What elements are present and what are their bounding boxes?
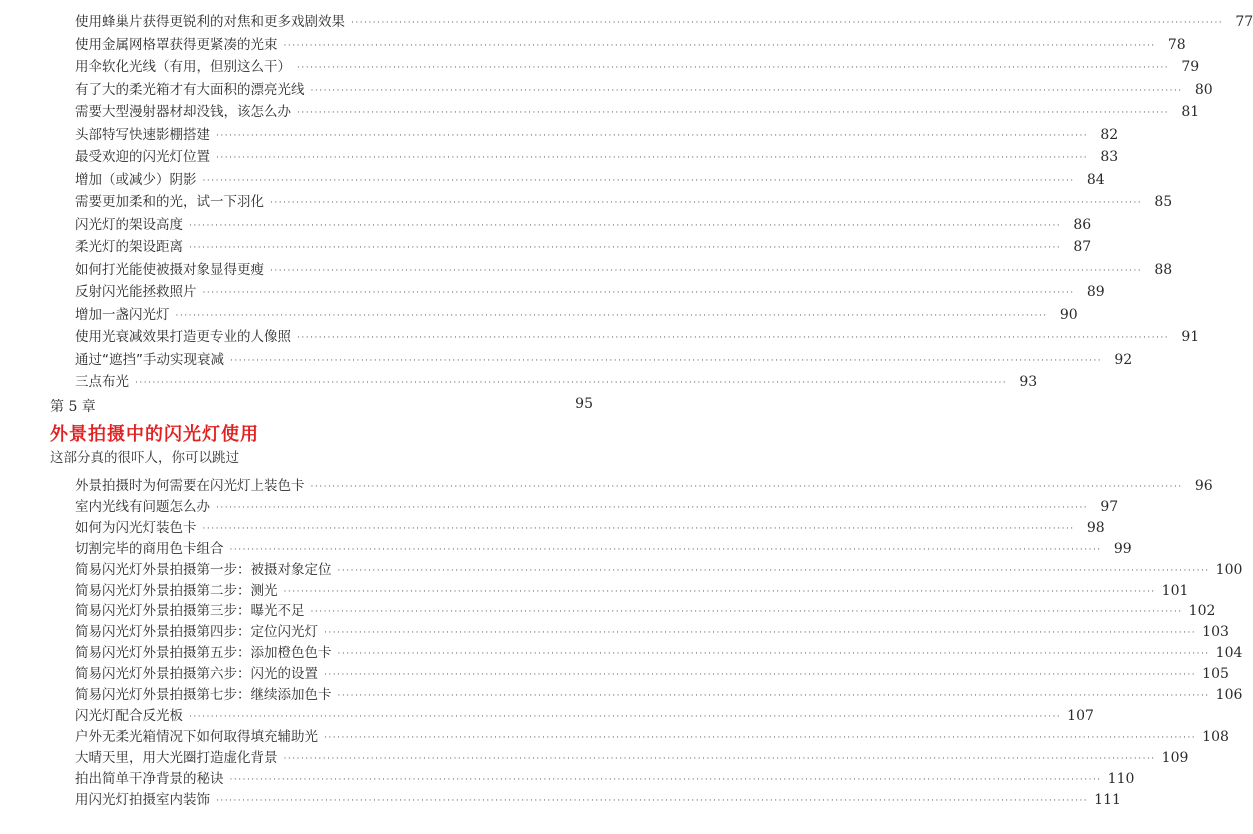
toc-entry-page-number: 77: [1235, 14, 1253, 30]
dot-leader: ········································································································································································································: [175, 310, 1048, 321]
dot-leader: ········································································································································································································: [337, 691, 1210, 701]
toc-entry-title: 外景拍摄时为何需要在闪光灯上装色卡: [75, 478, 305, 494]
toc-entry-title: 增加（或减少）阴影: [75, 171, 197, 188]
toc-entry-title: 需要更加柔和的光，试一下羽化: [75, 194, 264, 210]
dot-leader: ········································································································································································································: [337, 649, 1210, 660]
toc-entry-title: 用闪光灯拍摄室内装饰: [75, 791, 210, 808]
toc-entry-page-number: 97: [1100, 498, 1119, 515]
dot-leader: ········································································································································································································: [324, 670, 1197, 681]
toc-entry-title: 柔光灯的架设距离: [75, 239, 183, 255]
toc-entry: [75, 282, 1105, 302]
toc-entry: [75, 748, 1189, 768]
chapter-title: 外景拍摄中的闪光灯使用: [50, 424, 259, 445]
toc-entry-page-number: 104: [1215, 645, 1243, 662]
dot-leader: ········································································································································································································: [283, 753, 1156, 764]
dot-leader: ········································································································································································································: [216, 795, 1089, 806]
dot-leader: ········································································································································································································: [189, 711, 1062, 722]
dot-leader: ········································································································································································································: [216, 153, 1089, 163]
toc-entry-title: 如何打光能使被摄对象显得更瘦: [75, 261, 264, 278]
toc-entry-title: 户外无柔光箱情况下如何取得填充辅助光: [75, 728, 318, 745]
toc-entry-title: 使用光衰减效果打造更专业的人像照: [75, 329, 291, 345]
dot-leader: ········································································································································································································: [283, 586, 1156, 597]
toc-entry: [75, 237, 1092, 257]
toc-entry-page-number: 100: [1215, 561, 1243, 578]
toc-entry: [75, 622, 1229, 642]
toc-entry-title: 使用蜂巢片获得更锐利的对焦和更多戏剧效果: [75, 14, 345, 30]
toc-entry: [75, 685, 1243, 705]
toc-entry-title: 用伞软化光线（有用，但别这么干）: [75, 59, 291, 75]
toc-entry-page-number: 108: [1202, 728, 1229, 745]
toc-entry-title: 闪光灯的架设高度: [75, 216, 183, 233]
toc-entry-page-number: 78: [1167, 36, 1186, 53]
toc-entry: [75, 102, 1200, 122]
toc-entry-page-number: 107: [1067, 707, 1094, 724]
toc-entry-title: 增加一盏闪光灯: [75, 306, 170, 323]
dot-leader: ········································································································································································································: [230, 355, 1103, 366]
toc-entry-page-number: 79: [1181, 59, 1200, 75]
dot-leader: ········································································································································································································: [229, 774, 1102, 785]
dot-leader: ········································································································································································································: [270, 265, 1143, 276]
toc-entry-page-number: 106: [1215, 687, 1243, 703]
dot-leader: ········································································································································································································: [202, 175, 1075, 186]
toc-entry-title: 简易闪光灯外景拍摄第三步：曝光不足: [75, 603, 305, 620]
toc-entry: [75, 215, 1092, 235]
toc-entry-title: 简易闪光灯外景拍摄第四步：定位闪光灯: [75, 624, 318, 641]
toc-entry-page-number: 96: [1194, 478, 1213, 494]
toc-entry-page-number: 102: [1188, 603, 1216, 620]
dot-leader: ········································································································································································································: [324, 732, 1197, 743]
toc-entry: [75, 790, 1121, 810]
dot-leader: ········································································································································································································: [216, 502, 1089, 513]
toc-entry-page-number: 81: [1181, 104, 1200, 120]
toc-entry: [75, 305, 1078, 325]
toc-entry: [75, 350, 1133, 370]
toc-entry-page-number: 99: [1113, 540, 1132, 557]
toc-entry-title: 简易闪光灯外景拍摄第二步：测光: [75, 582, 278, 599]
toc-entry-title: 使用金属网格罩获得更紧凑的光束: [75, 36, 278, 53]
dot-leader: ········································································································································································································: [297, 63, 1170, 73]
toc-entry: [75, 147, 1119, 167]
toc-entry: [75, 12, 1253, 32]
chapter-label: 第 5 章: [50, 399, 96, 415]
toc-entry: [75, 664, 1229, 684]
toc-entry: [75, 727, 1229, 747]
dot-leader: ········································································································································································································: [297, 333, 1170, 343]
chapter-subtitle: 这部分真的很吓人，你可以跳过: [50, 450, 239, 466]
dot-leader: ········································································································································································································: [135, 378, 1008, 388]
dot-leader: ········································································································································································································: [229, 544, 1102, 555]
toc-entry-title: 三点布光: [75, 374, 129, 390]
toc-entry-page-number: 83: [1100, 149, 1119, 165]
toc-entry: [75, 518, 1105, 538]
dot-leader: ········································································································································································································: [310, 607, 1183, 618]
dot-leader: ········································································································································································································: [324, 628, 1197, 639]
toc-entry-page-number: 82: [1100, 126, 1119, 143]
toc-entry-title: 闪光灯配合反光板: [75, 707, 183, 724]
toc-entry: [75, 372, 1038, 392]
toc-entry: [75, 80, 1213, 100]
toc-entry: [75, 125, 1119, 145]
toc-entry: [75, 260, 1173, 280]
toc-entry-page-number: 91: [1181, 329, 1200, 345]
toc-entry-title: 大晴天里，用大光圈打造虚化背景: [75, 749, 278, 766]
toc-entry: [75, 327, 1200, 347]
toc-entry-page-number: 85: [1154, 194, 1173, 210]
toc-entry-title: 拍出简单干净背景的秘诀: [75, 770, 224, 787]
dot-leader: ········································································································································································································: [337, 565, 1210, 576]
toc-entry: [75, 192, 1173, 212]
dot-leader: ········································································································································································································: [202, 288, 1075, 298]
dot-leader: ········································································································································································································: [189, 243, 1062, 253]
toc-entry-page-number: 84: [1086, 171, 1105, 188]
dot-leader: ········································································································································································································: [297, 108, 1170, 118]
toc-entry-page-number: 92: [1114, 351, 1133, 368]
toc-entry: [75, 560, 1243, 580]
dot-leader: ········································································································································································································: [189, 220, 1062, 231]
toc-entry-page-number: 86: [1073, 216, 1092, 233]
toc-entry: [75, 601, 1216, 621]
toc-entry-title: 最受欢迎的闪光灯位置: [75, 149, 210, 165]
toc-entry-title: 反射闪光能拯救照片: [75, 284, 197, 300]
toc-entry: [75, 539, 1132, 559]
toc-entry: [75, 476, 1213, 496]
toc-entry-page-number: 103: [1202, 624, 1229, 641]
toc-entry: [75, 581, 1189, 601]
toc-entry: [75, 643, 1243, 663]
toc-entry-page-number: 105: [1202, 666, 1229, 683]
toc-entry-page-number: 90: [1059, 306, 1078, 323]
toc-entry: [75, 35, 1186, 55]
toc-entry-page-number: 88: [1154, 261, 1173, 278]
toc-entry-title: 如何为闪光灯装色卡: [75, 519, 197, 536]
dot-leader: ········································································································································································································: [216, 130, 1089, 141]
dot-leader: ········································································································································································································: [202, 523, 1075, 534]
toc-entry-page-number: 109: [1161, 749, 1189, 766]
toc-entry-page-number: 80: [1194, 81, 1213, 98]
toc-entry-title: 简易闪光灯外景拍摄第一步：被摄对象定位: [75, 561, 332, 578]
toc-entry-title: 切割完毕的商用色卡组合: [75, 540, 224, 557]
toc-entry: [75, 706, 1094, 726]
toc-entry-title: 通过“遮挡”手动实现衰减: [75, 351, 224, 368]
toc-entry-title: 简易闪光灯外景拍摄第五步：添加橙色色卡: [75, 645, 332, 662]
toc-entry-title: 室内光线有问题怎么办: [75, 498, 210, 515]
toc-entry: [75, 170, 1105, 190]
dot-leader: ········································································································································································································: [351, 18, 1224, 28]
toc-entry: [75, 57, 1200, 77]
toc-entry: [75, 497, 1119, 517]
toc-entry-title: 简易闪光灯外景拍摄第七步：继续添加色卡: [75, 687, 332, 703]
toc-entry-page-number: 101: [1161, 582, 1189, 599]
dot-leader: ········································································································································································································: [283, 40, 1156, 51]
chapter-heading: [50, 396, 593, 418]
toc-entry: [75, 769, 1135, 789]
toc-entry-title: 简易闪光灯外景拍摄第六步：闪光的设置: [75, 666, 318, 683]
dot-leader: ········································································································································································································: [270, 198, 1143, 208]
toc-entry-page-number: 98: [1086, 519, 1105, 536]
toc-entry-page-number: 87: [1073, 239, 1092, 255]
toc-entry-page-number: 111: [1094, 791, 1121, 808]
toc-entry-title: 有了大的柔光箱才有大面积的漂亮光线: [75, 81, 305, 98]
toc-entry-page-number: 93: [1019, 374, 1038, 390]
toc-entry-title: 头部特写快速影棚搭建: [75, 126, 210, 143]
dot-leader: ········································································································································································································: [310, 482, 1183, 492]
toc-entry-page-number: 89: [1086, 284, 1105, 300]
dot-leader: ········································································································································································································: [310, 85, 1183, 96]
toc-entry-title: 需要大型漫射器材却没钱，该怎么办: [75, 104, 291, 120]
chapter-page-number: 95: [575, 396, 593, 412]
toc-entry-page-number: 110: [1107, 770, 1135, 787]
